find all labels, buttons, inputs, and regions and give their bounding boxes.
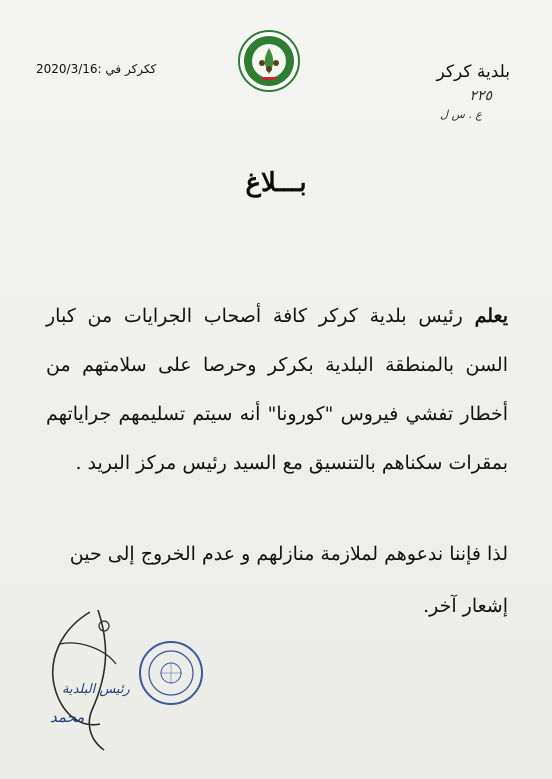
signatory-title: رئيس البلدية (62, 682, 130, 697)
reference-number: ٢٢٥ (469, 88, 492, 104)
reference-code: ع . س ل (440, 108, 482, 121)
document-title: بـــلاغ (245, 168, 307, 198)
signatory-name: محمد (50, 708, 85, 726)
closing-line-1: لذا فإننا ندعوهم لملازمة منازلهم و عدم الخروج إلى حين (69, 543, 508, 565)
closing-line-2: إشعار آخر. (423, 595, 508, 617)
municipality-logo-icon (238, 30, 300, 92)
announcement-body (46, 292, 508, 488)
announcement-text: رئيس بلدية كركر كافة أصحاب الجرايات من كبار السن بالمنطقة البلدية بكركر وحرصا على سلامتهم من أخطار تفشي فيروس "كورونا" أنه سيتم تسليمهم جراياتهم بمقرات سكناهم بالتنسيق مع السيد رئيس مركز البريد . (46, 305, 508, 474)
document-date: ككركر في :2020/3/16 (36, 62, 157, 76)
organization-name: بلدية كركر (436, 62, 510, 82)
official-seal-icon (138, 640, 204, 706)
lead-word: يعلم (474, 305, 508, 327)
